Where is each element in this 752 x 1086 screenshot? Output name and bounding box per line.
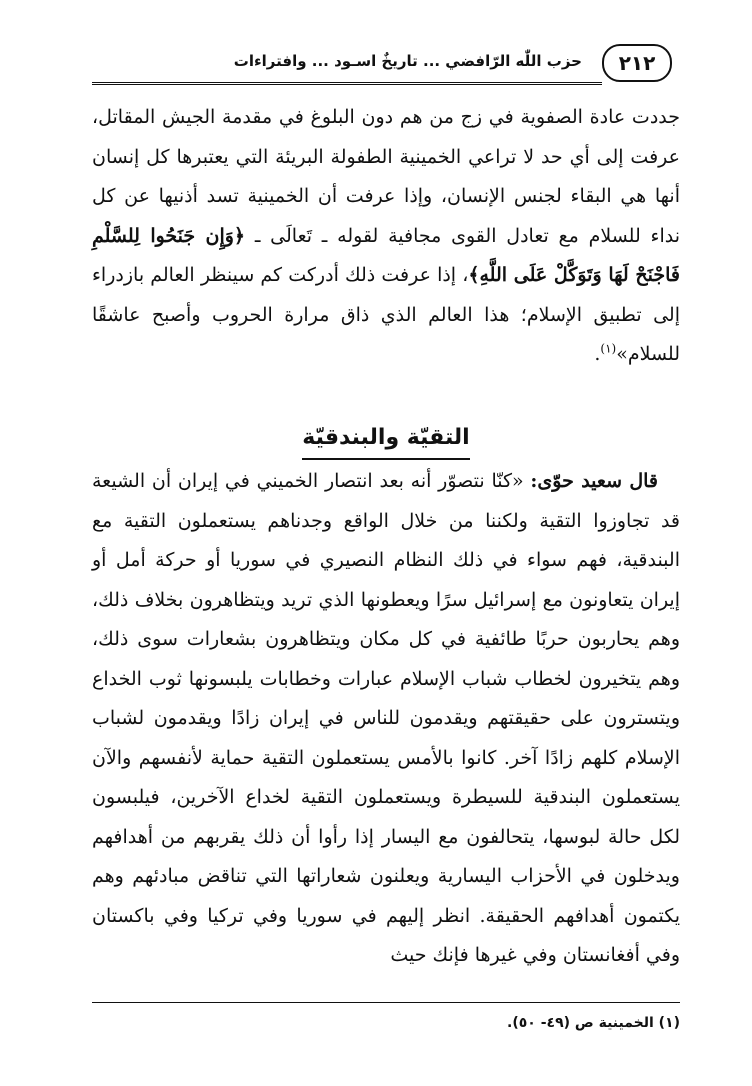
section-heading-text: التقيّة والبندقيّة (302, 418, 469, 460)
footnote: (١) الخمينية ص (٤٩- ٥٠). (507, 1015, 680, 1031)
footnote-reference[interactable]: (١) (600, 341, 617, 356)
paragraph-1-text: جددت عادة الصفوية في زج من هم دون البلوغ في مقدمة الجيش المقاتل، عرفت إلى أي حد لا تراعي الخمينية الطفولة البريئة التي يعتبرها كل إنسان أنها هي البقاء لجنس الإنسان، وإذا عرفت أن الخمينية تسد أذنيها عن كل نداء للسلام مع تعادل القوى مجافية لقوله ـ تَعالَى ـ (92, 106, 680, 247)
quote-speaker: قال سعيد حوّى: (530, 470, 658, 492)
quran-verse: ﴿وَإِن جَنَحُوا لِلسَّلْمِ فَاجْنَحْ لَهَا وَتَوَكَّلْ عَلَى اللَّهِ﴾ (92, 224, 680, 286)
paragraph-1-continuation: ، إذا عرفت ذلك أدركت كم سينظر العالم بازدراء إلى تطبيق الإسلام؛ هذا العالم الذي ذاق مرارة الحروب وأصبح عاشقًا للسلام» (92, 264, 680, 365)
header-rule (92, 82, 602, 85)
quote-text: «كنّا نتصوّر أنه بعد انتصار الخميني في إيران أن الشيعة قد تجاوزوا التقية ولكننا من خلال الواقع وجدناهم يستعملون التقية مع البندقية، فهم سواء في ذلك النظام النصيري في سوريا أو حركة أمل أو إيران يتعاونون مع إسرائيل سرًا ويعطونها الذي تريد ويتظاهرون بخلاف ذلك، وهم يحاربون حربًا طائفية في كل مكان ويتظاهرون بشعارات سوى ذلك، وهم يتخيرون لخطاب شباب الإسلام عبارات وخطابات يلبسونها ثوب الخداع ويتسترون على حقيقتهم ويقدمون للناس في إيران زادًا ويقدمون لشباب الإسلام كلهم زادًا آخر. كانوا بالأمس يستعملون التقية حماية لأنفسهم والآن يستعملون البندقية للسيطرة ويستعملون التقية لخداع الآخرين، فيلبسون لكل حالة لبوسها، يتحالفون مع اليسار إذا رأوا أن ذلك يقربهم من أهدافهم ويدخلون في الأحزاب اليسارية ويعلنون شعاراتها التي تناقض مبادئهم وهم يكتمون أهدافهم الحقيقة. انظر إليهم في سوريا وفي تركيا وفي باكستان وفي أفغانستان وفي غيرها فإنك حيث (92, 470, 680, 966)
paragraph-1-end: . (594, 343, 601, 365)
page-number: ٢١٢ (602, 44, 672, 82)
page-header (92, 40, 672, 90)
footnote-divider (92, 1002, 680, 1003)
running-title: حزب اللّٰه الرّافضي ... تاريخٌ اسـود ... وافتراءات (233, 52, 582, 70)
section-heading (92, 418, 680, 460)
paragraph-2 (92, 462, 680, 976)
paragraph-1 (92, 98, 680, 375)
